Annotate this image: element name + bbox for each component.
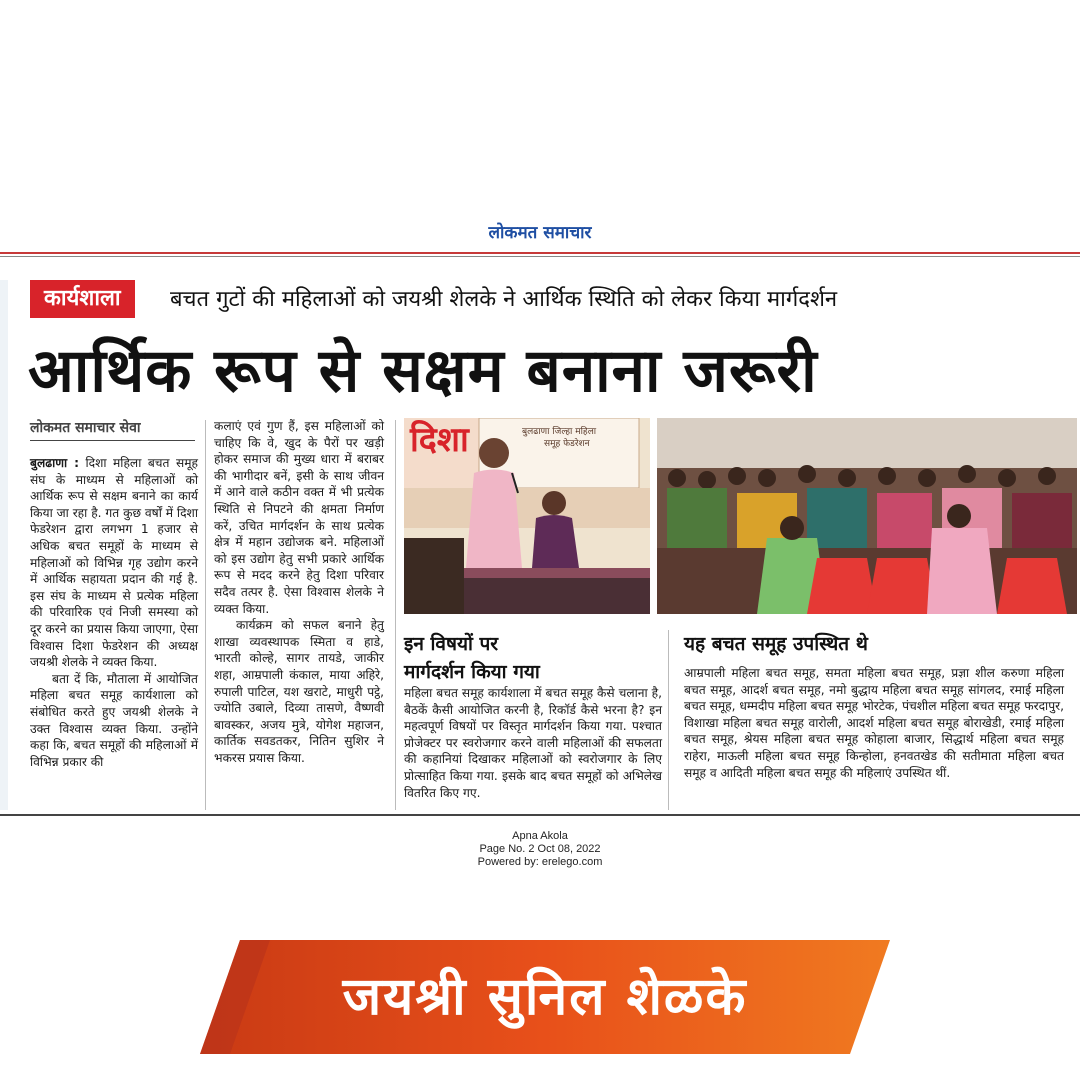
- section-body-topics: महिला बचत समूह कार्यशाला में बचत समूह कैसे चलाना है, बैठकें कैसी आयोजित करनी है, रिकॉर्ड कैसे भरना है? इन महत्वपूर्ण विषयों पर विस्तृत मार्गदर्शन किया गया. पश्चात प्रोजेक्टर पर स्वरोजगार करने वाली महिलाओं की सफलता की कहानियां दिखाकर महिलाओं को स्वरोजगार के लिए प्रोत्साहित किया गया. इसके बाद बचत समूहों को अभिलेख वितरित किए गए.: [404, 686, 662, 800]
- photo-audience: [657, 418, 1077, 614]
- newspaper-masthead: लोकमत समाचार: [488, 223, 592, 243]
- page-bottom-rule: [0, 814, 1080, 816]
- subheadline: बचत गुटों की महिलाओं को जयश्री शेलके ने आर्थिक स्थिति को लेकर किया मार्गदर्शन: [170, 287, 838, 312]
- article-paragraph: कार्यक्रम को सफल बनाने हेतु शाखा व्यवस्थापक स्मिता व हाडे, भारती कोल्हे, सागर तायडे, जाकीर शहा, आम्रपाली कंकाल, माया अहिरे, रुपाली पाटिल, यश खराटे, माधुरी पट्ठे, ज्योति उबाले, दिव्या तासणे, वैष्णवी बावस्कर, अजय मुत्रे, योगेश महाजन, कार्तिक सवडतकर, नितिन सुशिर ने भकरस प्रयास किया.: [214, 618, 384, 765]
- left-margin-strip: [0, 280, 8, 810]
- banner-subtitle: बुलढाणा जिल्हा महिला: [522, 427, 597, 437]
- column-divider: [205, 420, 206, 810]
- section-body-attendees: आम्रपाली महिला बचत समूह, समता महिला बचत समूह, प्रज्ञा शील करुणा महिला बचत समूह, आदर्श बचत समूह, नमो बुद्धाय महिला बचत समूह सांगलद, रमाई महिला बचत समूह, धम्मदीप महिला बचत समूह भोरटेक, पंचशील महिला बचत समूह फरदापुर, विशाखा महिला बचत समूह वारोली, आदर्श महिला बचत समूह बोराखेडी, रमाई महिला बचत समूह, श्रेयस महिला बचत समूह कोहाला बाजार, सिद्धार्थ महिला बचत समूह राहेरा, माऊली महिला बचत समूह किन्होला, हनवतखेड की सतीमाता महिला बचत समूह व आदिती महिला बचत समूह की महिलाएं उपस्थित थीं.: [684, 666, 1064, 780]
- banner-title: दिशा: [410, 420, 469, 460]
- article-column-1: [30, 455, 198, 770]
- byline: लोकमत समाचार सेवा: [30, 418, 195, 441]
- section-heading-attendees: यह बचत समूह उपस्थित थे: [684, 633, 868, 655]
- footer-page-date: Page No. 2 Oct 08, 2022: [479, 843, 601, 855]
- section-heading-topics: [404, 630, 664, 686]
- column-divider: [395, 420, 396, 810]
- photo-speaker: [404, 418, 650, 614]
- masthead-rule-thin: [0, 256, 1080, 257]
- page-footer: [0, 830, 1080, 869]
- article-column-2: [214, 418, 384, 766]
- footer-publication: Apna Akola: [512, 830, 568, 842]
- article-paragraph: कलाएं एवं गुण हैं, इस महिलाओं को चाहिए कि वे, खुद के पैरों पर खड़ी होकर समाज की मुख्य धारा में बराबर की भागीदार बनें, इसी के साथ जीवन में आने वाले कठीन वक्त में भी प्रत्येक स्थिति से निपटने की क्षमता निर्माण करें, उचित मार्गदर्शन के साथ प्रत्येक क्षेत्र में महान उद्योजक बने. महिलाओं को इस उद्योग हेतु सभी प्रकारे आर्थिक रूप से मदद करने हेतु दिशा परिवार सदैव तत्पर है. ऐसा विश्वास शेलके ने व्यक्त किया.: [214, 419, 384, 616]
- headline: आर्थिक रूप से सक्षम बनाना जरूरी: [28, 336, 818, 406]
- category-tag: कार्यशाला: [30, 280, 135, 318]
- dateline-place: बुलढाणा :: [30, 456, 79, 470]
- name-banner-text: जयश्री सुनिल शेळके: [342, 967, 748, 1027]
- section-heading-line: मार्गदर्शन किया गया: [404, 661, 540, 683]
- masthead-rule: [0, 252, 1080, 254]
- article-paragraph: दिशा महिला बचत समूह संघ के माध्यम से महिलाओं को आर्थिक रूप से सक्षम बनाने का कार्य किया जा रहा है. गत कुछ वर्षों में दिशा फेडरेशन द्वारा लगभग 1 हजार से अधिक बचत समूहों के माध्यम से महिलाओं को विभिन्न गृह उद्योग करने में आर्थिक सहायता प्रदान की गई है. इस संघ के माध्यम से प्रत्येक महिला की परिवारिक एवं निजी समस्या को दूर करने का प्रयास किया जाएगा, ऐसा विश्वास दिशा फेडरेशन की अध्यक्ष जयश्री शेलके ने व्यक्त किया.: [30, 456, 198, 670]
- column-divider: [668, 630, 669, 810]
- article-paragraph: बता दें कि, मौताला में आयोजित महिला बचत समूह कार्यशाला को संबोधित करते हुए जयश्री शेलके ने उक्त विश्वास व्यक्त किया. उन्होंने कहा कि, बचत समूहों की महिलाओं में विभिन्न प्रकार की: [30, 671, 198, 769]
- banner-subtitle: समूह फेडरेशन: [544, 439, 590, 449]
- footer-powered-by: Powered by: erelego.com: [477, 856, 603, 868]
- section-heading-line: इन विषयों पर: [404, 633, 499, 655]
